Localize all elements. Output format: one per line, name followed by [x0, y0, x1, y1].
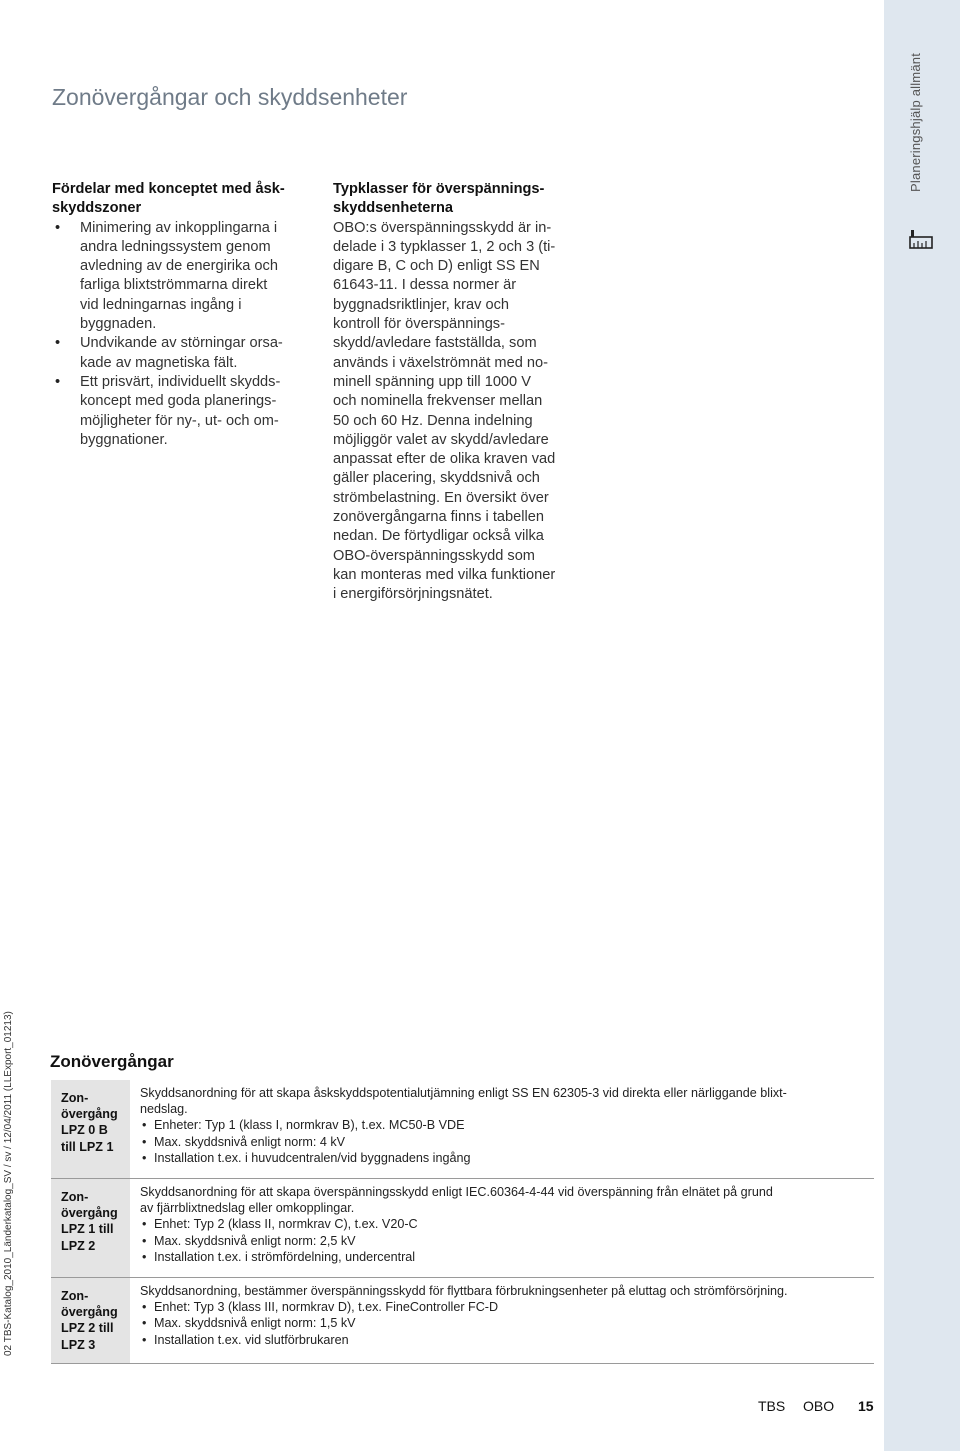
zones-table	[51, 1080, 874, 1364]
page-title: Zonövergångar och skyddsenheter	[52, 84, 408, 110]
zones-title: Zonövergångar	[50, 1052, 174, 1071]
zone-description: Skyddsanordning, bestämmer överspänningsskydd för flyttbara förbrukningsenheter på eluttag och strömförsörjning. • Enhet: Typ 3 (klass III, normkrav D), t.ex. FineController FC-D • Max. skyddsnivå enligt norm: 1,5 kV • Installation t.ex. vid slutförbrukaren	[130, 1278, 874, 1364]
list-item: • Enheter: Typ 1 (klass I, normkrav B), t.ex. MC50-B VDE	[140, 1117, 868, 1133]
advantages-section	[52, 180, 314, 450]
list-item: • Installation t.ex. i huvudcentralen/vid byggnadens ingång	[140, 1150, 868, 1166]
type-classes-body: OBO:s överspänningsskydd är in- delade i 3 typklasser 1, 2 och 3 (ti- digare B, C och D) enligt SS EN 61643-11. I dessa normer är byggnadsriktlinjer, krav och kontroll för överspännings- skydd/avledare fastställda, som används i växelströmnät med no- minell spänning upp till 1000 V och nominella frekvenser mellan 50 och 60 Hz. Denna indelning möjliggör valet av skydd/avledare anpassat efter de olika kraven vad gäller placering, skyddsnivå och strömbelastning. En översikt över zonövergångarna finns i tabellen nedan. De förtydligar också vilka OBO-överspänningsskydd som kan monteras med vilka funktioner i energiförsörjningsnätet.	[333, 219, 556, 603]
table-row	[51, 1179, 874, 1278]
zone-label: Zon- övergång LPZ 2 till LPZ 3	[51, 1278, 130, 1364]
list-item: • Ett prisvärt, individuellt skydds- koncept med goda planerings- möjligheter för ny-, ut- och om- byggnationer.	[52, 373, 314, 450]
list-item: • Installation t.ex. vid slutförbrukaren	[140, 1332, 868, 1348]
table-row	[51, 1080, 874, 1179]
tools-ruler-icon	[908, 228, 934, 254]
list-item: • Max. skyddsnivå enligt norm: 2,5 kV	[140, 1233, 868, 1249]
list-item: • Enhet: Typ 3 (klass III, normkrav D), t.ex. FineController FC-D	[140, 1299, 868, 1315]
type-classes-section	[333, 180, 592, 605]
list-item: • Installation t.ex. i strömfördelning, undercentral	[140, 1249, 868, 1265]
list-item: • Max. skyddsnivå enligt norm: 4 kV	[140, 1134, 868, 1150]
zone-description: Skyddsanordning för att skapa överspänningsskydd enligt IEC.60364-4-44 vid överspänning från elnätet på grund av fjärrblixtnedslag eller omkopplingar. • Enhet: Typ 2 (klass II, normkrav C), t.ex. V20-C • Max. skyddsnivå enligt norm: 2,5 kV • Installation t.ex. i strömfördelning, undercentral	[130, 1179, 874, 1278]
advantages-heading: Fördelar med konceptet med åsk- skyddszoner	[52, 181, 285, 217]
zone-bullets	[140, 1299, 868, 1348]
list-item: • Undvikande av störningar orsa- kade av magnetiska fält.	[52, 334, 314, 373]
page-number: 15	[858, 1398, 874, 1414]
zone-bullets	[140, 1117, 868, 1166]
footer-brand-tbs: TBS	[758, 1398, 786, 1414]
zone-bullets	[140, 1216, 868, 1265]
advantages-list	[52, 219, 314, 451]
list-item: • Max. skyddsnivå enligt norm: 1,5 kV	[140, 1315, 868, 1331]
zone-label: Zon- övergång LPZ 0 B till LPZ 1	[51, 1080, 130, 1179]
footer-brand-obo: OBO	[803, 1398, 835, 1414]
print-info-vertical: 02 TBS-Katalog_2010_Länderkatalog_SV / sv / 12/04/2011 (LLExport_01213)	[3, 1011, 14, 1356]
zone-label: Zon- övergång LPZ 1 till LPZ 2	[51, 1179, 130, 1278]
type-classes-heading: Typklasser för överspännings- skyddsenheterna	[333, 181, 545, 217]
zone-description: Skyddsanordning för att skapa åskskyddspotentialutjämning enligt SS EN 62305-3 vid direkta eller närliggande blixt- nedslag. • Enheter: Typ 1 (klass I, normkrav B), t.ex. MC50-B VDE • Max. skyddsnivå enligt norm: 4 kV • Installation t.ex. i huvudcentralen/vid byggnadens ingång	[130, 1080, 874, 1179]
list-item: • Minimering av inkopplingarna i andra ledningssystem genom avledning av de energirika och farliga blixtströmmarna direkt vid ledningarnas ingång i byggnaden.	[52, 219, 314, 335]
table-row	[51, 1278, 874, 1364]
section-label: Planeringshjälp allmänt	[908, 52, 923, 192]
list-item: • Enhet: Typ 2 (klass II, normkrav C), t.ex. V20-C	[140, 1216, 868, 1232]
side-band	[884, 0, 960, 1451]
